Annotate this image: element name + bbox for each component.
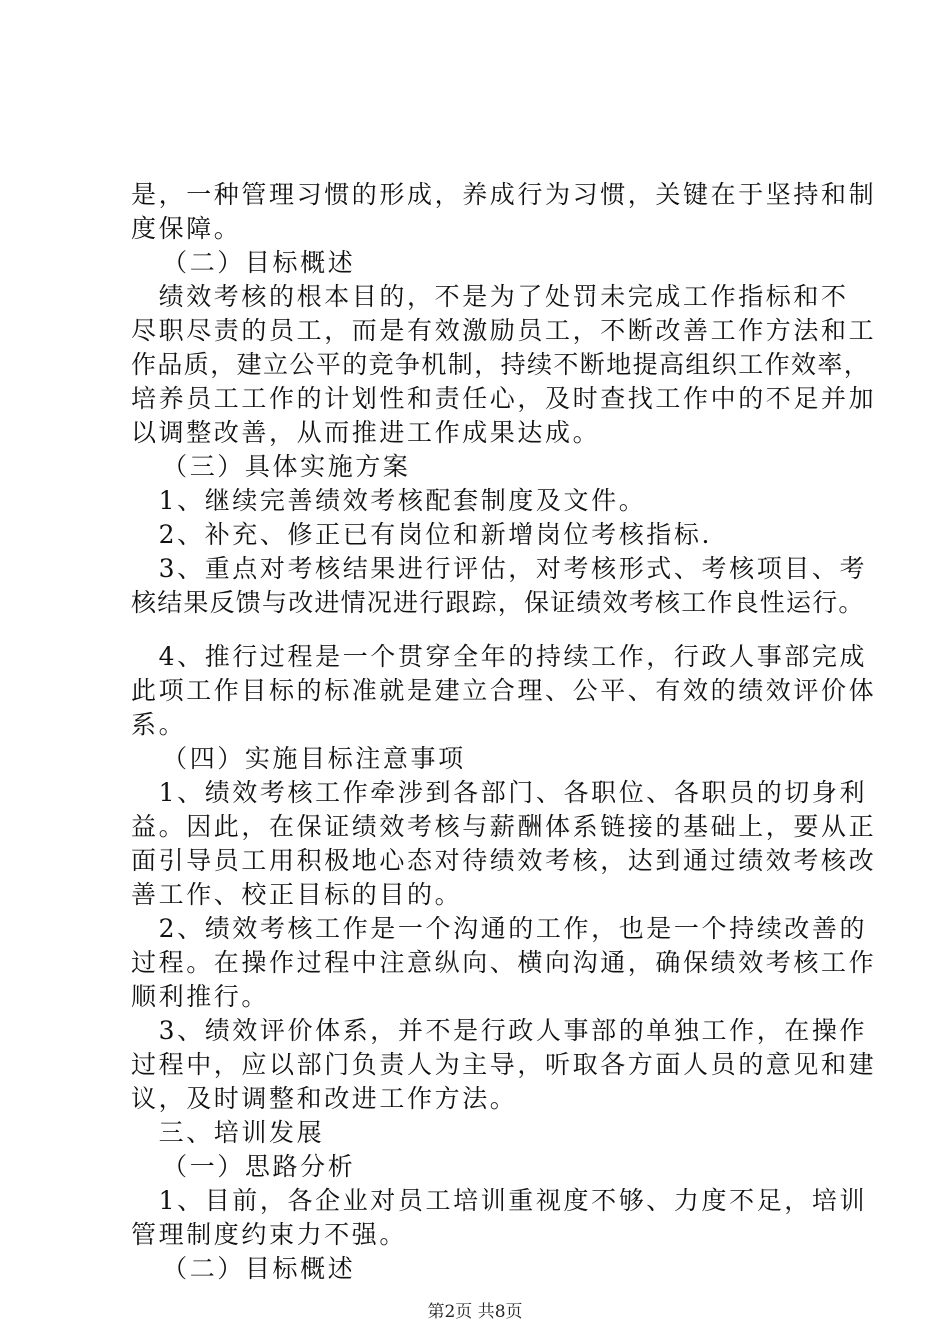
text-line: 过程中，应以部门负责人为主导，听取各方面人员的意见和建 bbox=[131, 1050, 877, 1079]
page-footer: 第2页 共8页 bbox=[427, 1302, 523, 1322]
text-line: 顺利推行。 bbox=[131, 982, 270, 1011]
text-line: 3、绩效评价体系，并不是行政人事部的单独工作，在操作 bbox=[131, 1016, 868, 1045]
text-line: 1、绩效考核工作牵涉到各部门、各职位、各职员的切身利 bbox=[131, 778, 868, 807]
text-line: 议，及时调整和改进工作方法。 bbox=[131, 1084, 518, 1113]
text-line: （四）实施目标注意事项 bbox=[147, 744, 466, 773]
text-line: 以调整改善，从而推进工作成果达成。 bbox=[131, 418, 601, 447]
text-line: 度保障。 bbox=[131, 214, 242, 243]
text-line: 作品质，建立公平的竞争机制，持续不断地提高组织工作效率， bbox=[131, 350, 871, 379]
text-line: 2、绩效考核工作是一个沟通的工作，也是一个持续改善的 bbox=[131, 914, 868, 943]
text-line: 绩效考核的根本目的，不是为了处罚未完成工作指标和不 bbox=[131, 282, 849, 311]
text-line: 尽职尽责的员工，而是有效激励员工，不断改善工作方法和工 bbox=[131, 316, 877, 345]
text-line: 是，一种管理习惯的形成，养成行为习惯，关键在于坚持和制 bbox=[131, 180, 877, 209]
text-line: （二）目标概述 bbox=[147, 1254, 356, 1283]
text-line: （三）具体实施方案 bbox=[147, 452, 411, 481]
text-line: 过程。在操作过程中注意纵向、横向沟通，确保绩效考核工作 bbox=[131, 948, 877, 977]
text-line: 核结果反馈与改进情况进行跟踪，保证绩效考核工作良性运行。 bbox=[131, 588, 865, 617]
text-line: 1、继续完善绩效考核配套制度及文件。 bbox=[131, 486, 647, 515]
text-line: 益。因此，在保证绩效考核与薪酬体系链接的基础上，要从正 bbox=[131, 812, 877, 841]
text-line: 管理制度约束力不强。 bbox=[131, 1220, 408, 1249]
text-line: 系。 bbox=[131, 710, 187, 739]
text-line: 3、重点对考核结果进行评估，对考核形式、考核项目、考 bbox=[131, 554, 868, 583]
text-line: 面引导员工用积极地心态对待绩效考核，达到通过绩效考核改 bbox=[131, 846, 877, 875]
text-line: 培养员工工作的计划性和责任心，及时查找工作中的不足并加 bbox=[131, 384, 877, 413]
text-line: 2、补充、修正已有岗位和新增岗位考核指标. bbox=[131, 520, 713, 549]
text-line: 善工作、校正目标的目的。 bbox=[131, 880, 463, 909]
text-line: （二）目标概述 bbox=[147, 248, 356, 277]
text-line: 1、目前，各企业对员工培训重视度不够、力度不足，培训 bbox=[131, 1186, 868, 1215]
text-line: （一）思路分析 bbox=[147, 1152, 356, 1181]
text-line: 4、推行过程是一个贯穿全年的持续工作，行政人事部完成 bbox=[131, 642, 868, 671]
text-line: 三、培训发展 bbox=[131, 1118, 325, 1147]
text-line: 此项工作目标的标准就是建立合理、公平、有效的绩效评价体 bbox=[131, 676, 877, 705]
